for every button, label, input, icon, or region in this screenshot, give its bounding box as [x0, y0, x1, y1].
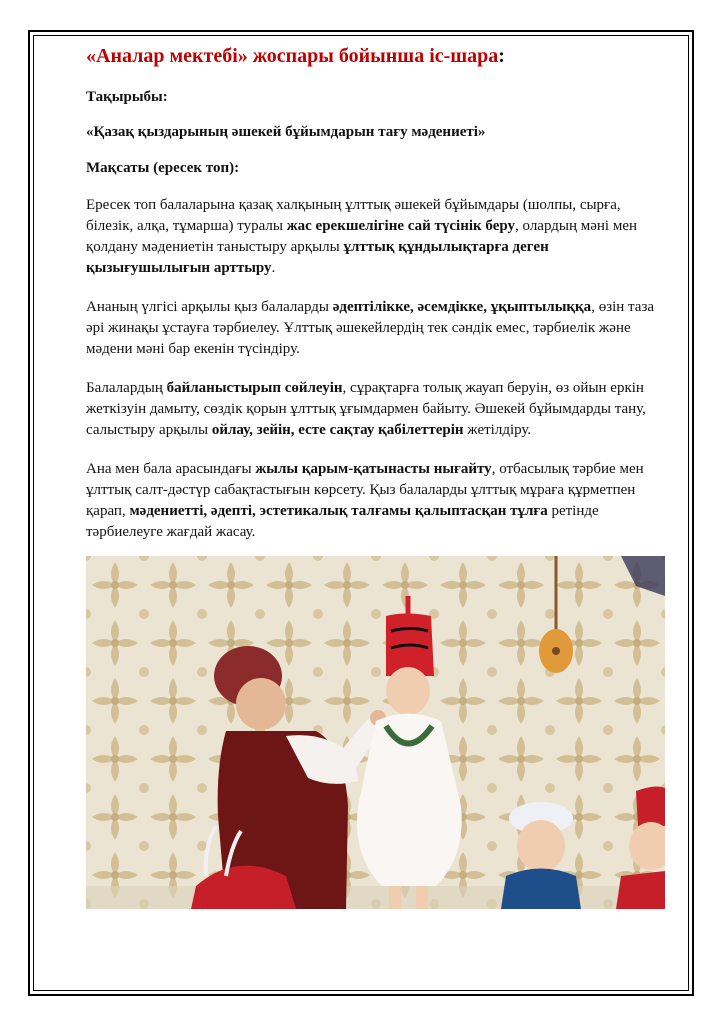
text-run: , өзін таза әрі жинақы ұстауға тәрбиелеу. Ұлттық әшекейлердің тек сәндік емес, тәрбиелік және мәдени мәні бар екенін түсіндіру. — [86, 299, 655, 357]
topic-text: «Қазақ қыздарының әшекей бұйымдарын тағу мәдениеті» — [86, 124, 486, 140]
bold-phrase: ұлттық құндылықтарға деген қызығушылығын арттыру — [86, 239, 549, 276]
text-run: Ана мен бала арасындағы — [86, 461, 256, 477]
text-run: Балалардың — [86, 380, 167, 396]
text-run: , олардың мәні мен қолдану мәдениетін таныстыру арқылы — [86, 218, 638, 255]
paragraph-3 — [86, 378, 664, 441]
page-title — [86, 44, 664, 68]
bold-phrase: мәдениетті, әдепті, эстетикалық талғамы қалыптасқан тұлға — [129, 503, 548, 519]
bold-phrase: жас ерекшелігіне сай түсінік беру — [286, 218, 516, 234]
paragraph-1 — [86, 195, 664, 279]
topic-label: Тақырыбы: — [86, 89, 168, 105]
paragraph-4 — [86, 459, 664, 543]
text-run: Ересек топ балаларына қазақ халқының ұлттық әшекей бұйымдары (шолпы, сырға, білезік, алқа, тұмарша) туралы — [86, 197, 621, 234]
text-run: ретінде тәрбиелеуге жағдай жасау. — [86, 503, 599, 540]
text-run: Ананың үлгісі арқылы қыз балаларды — [86, 299, 333, 315]
bold-phrase: ойлау, зейін, есте сақтау қабілеттерін — [211, 422, 464, 438]
title-colon: : — [498, 45, 505, 67]
goals-label: Мақсаты (ересек топ): — [86, 160, 240, 176]
title-text: «Аналар мектебі» жоспары бойынша іс-шара — [86, 45, 499, 67]
bold-phrase: жылы қарым-қатынасты нығайту — [255, 461, 492, 477]
text-run: , сұрақтарға толық жауап беруін, өз ойын еркін жеткізуін дамыту, сөздік қорын ұлттық ұғымдармен байыту. Әшекей бұйымдарды тану, салыстыру арқылы — [86, 380, 646, 438]
photo-scene — [86, 556, 665, 909]
text-run: , отбасылық тәрбие мен ұлттық салт-дәстүр сабақтастығын көрсету. Қыз балаларды ұлттық мұраға құрметпен қарап, — [86, 461, 644, 519]
text-run: . — [271, 260, 276, 276]
document-content — [86, 44, 664, 561]
bold-phrase: байланыстырып сөйлеуін — [166, 380, 343, 396]
bold-phrase: әдептілікке, әсемдікке, ұқыптылыққа — [332, 299, 592, 315]
event-photo — [86, 556, 665, 909]
text-run: жетілдіру. — [463, 422, 532, 438]
paragraph-2 — [86, 297, 664, 360]
